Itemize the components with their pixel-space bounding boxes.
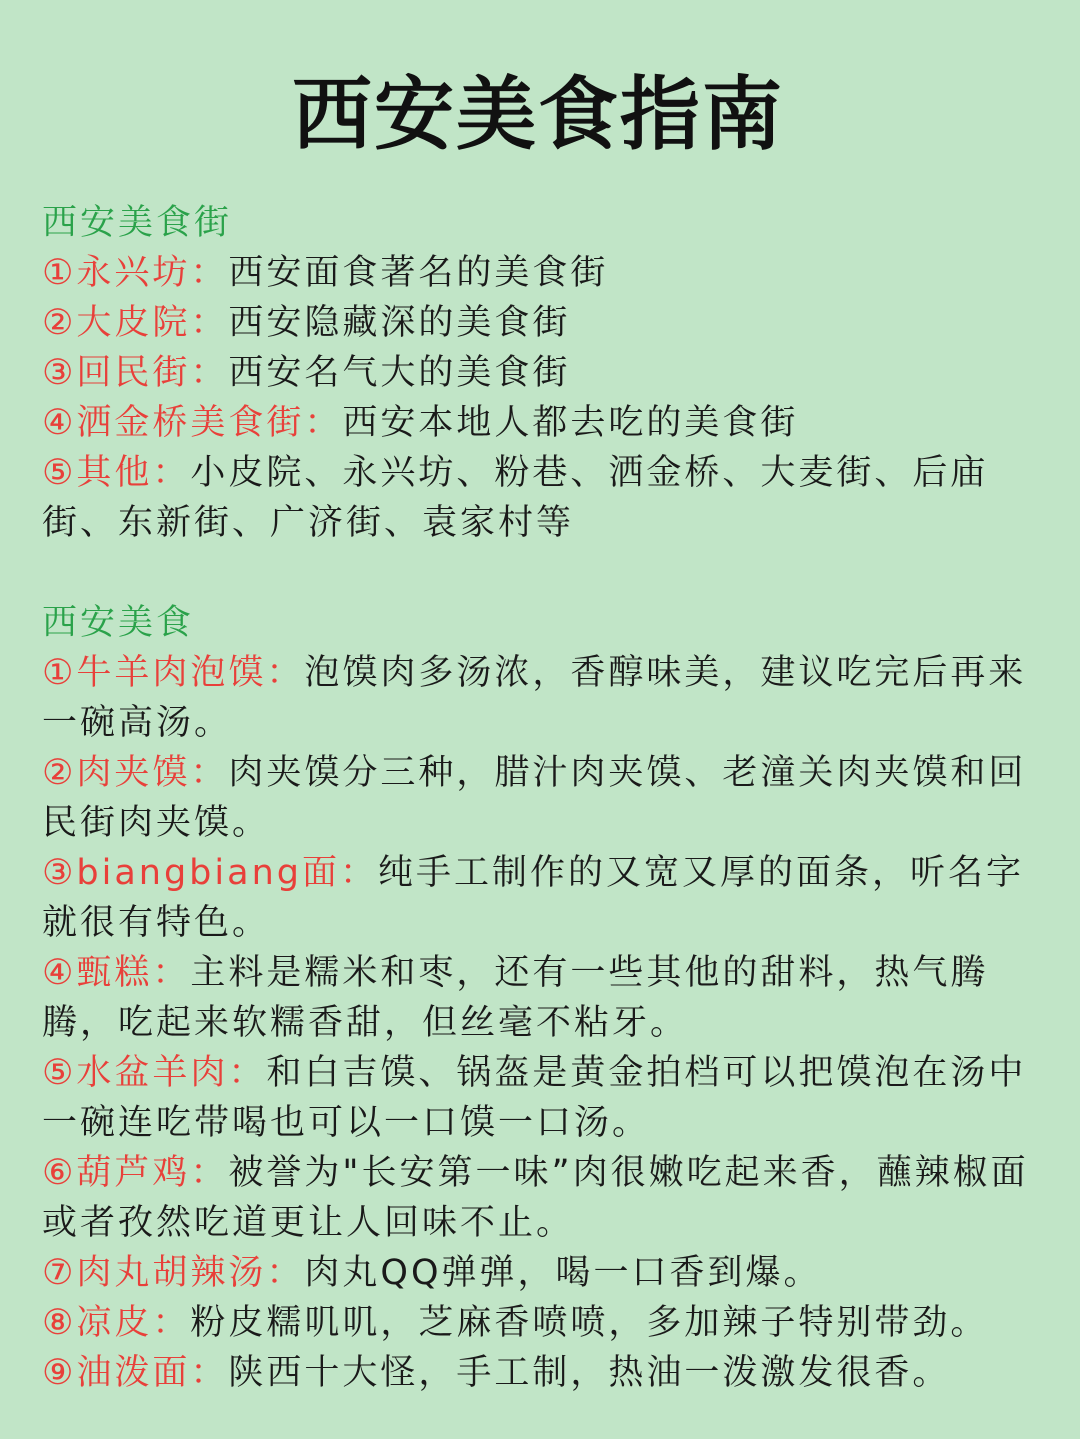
item-desc: 肉丸QQ弹弹，喝一口香到爆。 [304, 1253, 822, 1293]
item-name: biangbiang面 [76, 853, 340, 893]
section-heading: 西安美食街 [42, 203, 233, 243]
item-num: ② [42, 303, 77, 343]
item-num: ③ [42, 353, 77, 393]
item-num: ① [42, 253, 77, 293]
item-desc: 西安本地人都去吃的美食街 [342, 403, 799, 443]
item-sep: ： [228, 1053, 267, 1093]
item-num: ④ [42, 403, 77, 443]
item-desc: 肉夹馍分三种，腊汁肉夹馍、老潼关肉夹馍和回民街肉夹馍。 [42, 753, 1027, 843]
item-sep: ： [339, 853, 378, 893]
item-name: 油泼面 [76, 1353, 191, 1393]
item-num: ② [42, 753, 77, 793]
item-num: ⑤ [42, 453, 77, 493]
content [42, 198, 1034, 1398]
page-title: 西安美食指南 [292, 68, 784, 161]
item-name: 肉夹馍 [76, 753, 191, 793]
list-item [42, 1348, 1034, 1398]
item-sep: ： [190, 1353, 229, 1393]
list-item [42, 1248, 1034, 1298]
item-sep: ： [152, 953, 191, 993]
item-sep: ： [190, 253, 229, 293]
item-name: 牛羊肉泡馍 [76, 653, 267, 693]
item-name: 肉丸胡辣汤 [76, 1253, 267, 1293]
item-num: ⑨ [42, 1353, 77, 1393]
item-num: ① [42, 653, 77, 693]
list-item [42, 1048, 1034, 1148]
item-name: 凉皮 [76, 1303, 153, 1343]
item-sep: ： [190, 303, 229, 343]
list-item [42, 748, 1034, 848]
list-item [42, 448, 1034, 548]
item-desc: 主料是糯米和枣，还有一些其他的甜料，热气腾腾，吃起来软糯香甜，但丝毫不粘牙。 [42, 953, 989, 1043]
item-sep: ： [190, 753, 229, 793]
section-heading: 西安美食 [42, 603, 195, 643]
list-item [42, 298, 1034, 348]
list-item [42, 1148, 1034, 1248]
item-desc: 陕西十大怪，手工制，热油一泼激发很香。 [228, 1353, 951, 1393]
item-desc: 纯手工制作的又宽又厚的面条，听名字就很有特色。 [42, 853, 1024, 943]
item-desc: 被誉为"长安第一味”肉很嫩吃起来香，蘸辣椒面或者孜然吃道更让人回味不止。 [42, 1153, 1029, 1243]
item-name: 甄糕 [76, 953, 153, 993]
food-section [42, 598, 1034, 1398]
item-name: 回民街 [76, 353, 191, 393]
item-desc: 西安名气大的美食街 [228, 353, 571, 393]
item-sep: ： [304, 403, 343, 443]
list-item [42, 848, 1034, 948]
item-name: 葫芦鸡 [76, 1153, 191, 1193]
item-name: 大皮院 [76, 303, 191, 343]
list-item [42, 398, 1034, 448]
item-desc: 小皮院、永兴坊、粉巷、洒金桥、大麦街、后庙街、东新街、广济街、袁家村等 [42, 453, 989, 543]
item-name: 永兴坊 [76, 253, 191, 293]
list-item [42, 1298, 1034, 1348]
item-sep: ： [190, 1153, 229, 1193]
item-desc: 和白吉馍、锅盔是黄金拍档可以把馍泡在汤中一碗连吃带喝也可以一口馍一口汤。 [42, 1053, 1027, 1143]
item-num: ⑧ [42, 1303, 77, 1343]
item-name: 洒金桥美食街 [76, 403, 305, 443]
item-sep: ： [152, 1303, 191, 1343]
item-sep: ： [266, 1253, 305, 1293]
item-num: ⑤ [42, 1053, 77, 1093]
list-item [42, 348, 1034, 398]
item-sep: ： [152, 453, 191, 493]
list-item [42, 248, 1034, 298]
item-desc: 西安面食著名的美食街 [228, 253, 609, 293]
list-item [42, 948, 1034, 1048]
item-sep: ： [190, 353, 229, 393]
item-num: ④ [42, 953, 77, 993]
item-desc: 泡馍肉多汤浓，香醇味美，建议吃完后再来一碗高汤。 [42, 653, 1027, 743]
food-street-section [42, 198, 1034, 548]
item-desc: 粉皮糯叽叽，芝麻香喷喷，多加辣子特别带劲。 [190, 1303, 989, 1343]
item-name: 其他 [76, 453, 153, 493]
item-desc: 西安隐藏深的美食街 [228, 303, 571, 343]
item-num: ⑥ [42, 1153, 77, 1193]
item-name: 水盆羊肉 [76, 1053, 229, 1093]
item-num: ③ [42, 853, 77, 893]
item-num: ⑦ [42, 1253, 77, 1293]
list-item [42, 648, 1034, 748]
item-sep: ： [266, 653, 305, 693]
